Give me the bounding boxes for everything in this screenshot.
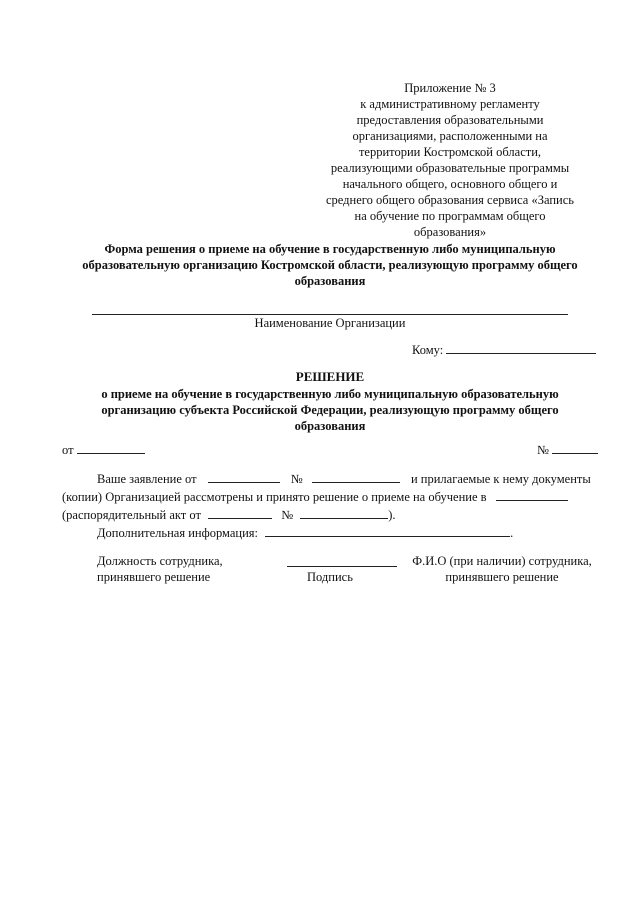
body-line-3 <box>62 506 602 524</box>
appendix-line: начального общего, основного общего и <box>342 177 558 191</box>
form-title-line: образовательную организацию Костромской области, реализующую программу общего <box>82 258 578 272</box>
appendix-header <box>300 80 600 240</box>
order-act-label: (распорядительный акт от <box>62 508 201 522</box>
application-number-field[interactable] <box>312 470 400 483</box>
appendix-line: Приложение № 3 <box>404 81 496 95</box>
decision-subtitle-line: организацию субъекта Российской Федерации, реализующую программу общего <box>101 403 559 417</box>
order-act-number-label: № <box>281 508 294 522</box>
decision-statement-text: (копии) Организацией рассмотрены и принято решение о приеме на обучение в <box>62 490 487 504</box>
appendix-line: реализующими образовательные программы <box>330 161 570 175</box>
form-title-line: Форма решения о приеме на обучение в государственную либо муниципальную <box>104 242 556 256</box>
appendix-line: среднего общего образования сервиса «Запись <box>326 193 574 207</box>
order-act-close: ). <box>388 508 396 522</box>
decision-number-group <box>537 441 598 458</box>
decision-number-label: № <box>537 443 549 457</box>
decision-body <box>62 470 602 524</box>
application-number-label: № <box>290 472 303 486</box>
program-field[interactable] <box>496 488 568 501</box>
appendix-line: территории Костромской области, <box>358 145 542 159</box>
application-label: Ваше заявление от <box>97 472 197 486</box>
body-line-1 <box>62 470 602 488</box>
appendix-line: к административному регламенту <box>360 97 540 111</box>
additional-info-label: Дополнительная информация: <box>97 526 258 540</box>
decision-number-field[interactable] <box>552 441 598 454</box>
organization-name-label: Наименование Организации <box>254 316 406 330</box>
employee-position-line: Должность сотрудника, <box>97 554 223 568</box>
recipient-row <box>412 341 596 358</box>
signature-label: Подпись <box>307 570 353 584</box>
employee-name-line: Ф.И.О (при наличии) сотрудника, <box>412 554 592 568</box>
additional-info-field[interactable] <box>265 524 510 537</box>
decision-subtitle <box>70 386 590 434</box>
additional-info-row <box>97 524 513 541</box>
employee-position <box>97 553 257 585</box>
date-from-label: от <box>62 443 74 457</box>
form-title-line: образования <box>294 274 366 288</box>
application-date-field[interactable] <box>208 470 280 483</box>
order-act-number-field[interactable] <box>300 506 388 519</box>
recipient-field[interactable] <box>446 341 596 354</box>
appendix-line: организациями, расположенными на <box>352 129 548 143</box>
signature-field[interactable] <box>287 566 397 567</box>
attached-documents-text: и прилагаемые к нему документы <box>410 472 591 486</box>
body-line-2 <box>62 488 602 506</box>
additional-info-end: . <box>510 526 514 540</box>
decision-subtitle-line: образования <box>294 419 366 433</box>
employee-position-line: принявшего решение <box>97 570 211 584</box>
organization-name-field[interactable] <box>92 314 568 315</box>
decision-heading: РЕШЕНИЕ <box>295 369 365 384</box>
date-row <box>62 441 602 458</box>
employee-name-line: принявшего решение <box>445 570 559 584</box>
employee-name <box>402 553 602 585</box>
decision-subtitle-line: о приеме на обучение в государственную либо муниципальную образовательную <box>101 387 559 401</box>
appendix-line: на обучение по программам общего <box>354 209 546 223</box>
form-title <box>60 241 600 289</box>
appendix-line: образования» <box>413 225 487 239</box>
recipient-label: Кому: <box>412 343 444 357</box>
appendix-line: предоставления образовательными <box>356 113 544 127</box>
order-act-date-field[interactable] <box>208 506 272 519</box>
decision-date-field[interactable] <box>77 441 145 454</box>
